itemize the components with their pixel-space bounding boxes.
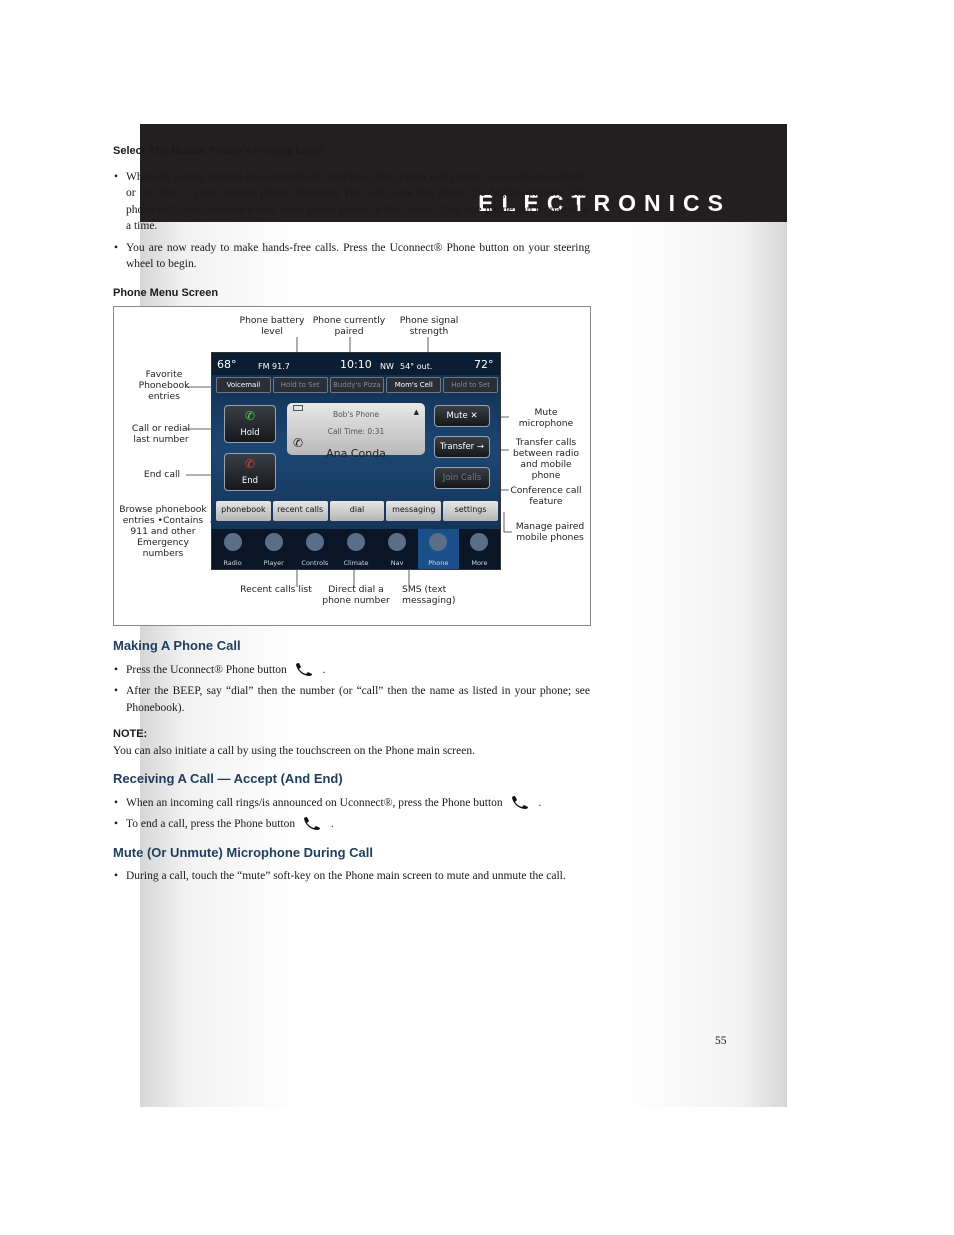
making-call-bullet-2: • After the BEEP, say “dial” then the number (or “call” then the name as listed in your phone; see Phonebook). [113,683,590,716]
callout-redial: Call or redial last number [131,423,191,445]
receiving-bullet-2-text: To end a call, press the Phone button [126,818,296,830]
callout-recent: Recent calls list [240,584,312,595]
nav-phone[interactable] [418,529,459,570]
player-icon [265,533,283,551]
tab-phonebook[interactable]: phonebook [216,501,271,521]
nav-more-label: More [471,559,488,567]
mute-mic-icon: ✕ [470,411,478,421]
receiving-heading: Receiving A Call — Accept (And End) [113,771,343,786]
tab-messaging[interactable]: messaging [386,501,441,521]
hold-label: Hold [240,427,260,438]
making-call-bullet-1-text: Press the Uconnect® Phone button [126,663,287,676]
callout-sms: SMS (text messaging) [402,584,456,606]
nav-player[interactable] [253,529,294,570]
priority-heading: Select The Mobile Phone’s Priority Level [113,145,325,157]
callout-direct: Direct dial a phone number [322,584,390,606]
nav-more[interactable] [459,529,500,570]
tab-settings[interactable]: settings [443,501,498,521]
main-content [113,143,590,890]
active-call-icon: ✆ [293,436,304,450]
note-label: NOTE: [113,728,148,740]
nav-controls-label: Controls [301,559,329,567]
receiving-bullet-1-text: When an incoming call rings/is announced on Uconnect®, press the Phone button [126,796,503,809]
mute-button[interactable] [434,405,490,427]
caller-name: Ana Conda [326,447,386,460]
transfer-icon: → [476,442,484,452]
favorite-voicemail[interactable]: Voicemail [216,377,271,393]
callout-transfer: Transfer calls between radio and mobile phone [512,437,580,481]
status-bar [212,353,500,375]
nav-radio[interactable] [212,529,253,570]
callout-end-call: End call [143,469,181,480]
call-status-card [287,403,425,460]
favorite-slot-5[interactable]: Hold to Set [443,377,498,393]
end-label: End [241,475,259,486]
call-time: Call Time: 0:31 [327,426,385,436]
join-calls-label: Join Calls [442,473,482,483]
phone-name: Bob's Phone [332,410,380,419]
callout-manage: Manage paired mobile phones [515,521,585,543]
receiving-bullet-1 [113,795,590,812]
mute-label: Mute [446,411,468,421]
compass-direction: NW [380,362,394,371]
callout-browse: Browse phonebook entries •Contains 911 and other Emergency numbers [119,504,207,559]
favorite-moms-cell[interactable]: Mom's Cell [386,377,441,393]
battery-icon [293,405,303,411]
signal-icon: ▲ [413,408,419,416]
nav-climate[interactable] [335,529,376,570]
callout-paired: Phone currently paired [312,315,386,337]
temp-right: 72° [474,358,494,371]
phone-icon [429,533,447,551]
tab-recent-calls[interactable]: recent calls [273,501,328,521]
call-icon: ✆ [244,409,256,423]
temp-left: 68° [217,358,237,371]
nav-nav-label: Nav [390,559,404,567]
phone-menu-figure [113,306,591,626]
nav-controls[interactable] [294,529,335,570]
outside-temp: 54° out. [400,362,433,371]
climate-icon [347,533,365,551]
nav-radio-label: Radio [223,559,242,567]
main-nav-row [212,529,500,570]
tab-dial[interactable]: dial [330,501,385,521]
callout-signal: Phone signal strength [399,315,459,337]
page-number: 55 [715,1035,727,1047]
nav-nav[interactable] [377,529,418,570]
nav-climate-label: Climate [343,559,369,567]
callout-conference: Conference call feature [510,485,582,507]
note-text: You can also initiate a call by using the touchscreen on the Phone main screen. [113,744,475,757]
transfer-button[interactable] [434,436,490,458]
phone-button-icon [294,662,316,676]
priority-bullet-1: • When the pairing process has successfully completed, the system will prompt you to choose whether or not this is your favorite phone. Selecting Yes will make this phone the highest priority. This phone will take precedence over other paired phones within range. Only one phone can be paired at a time. [113,169,590,235]
section-title: ELECTRONICS [478,190,731,216]
mute-heading: Mute (Or Unmute) Microphone During Call [113,844,373,860]
favorites-row [216,377,498,393]
uconnect-screen [211,352,501,570]
phone-button-icon [302,816,324,830]
favorite-slot-2[interactable]: Hold to Set [273,377,328,393]
plus-icon [470,533,488,551]
phone-menu-heading: Phone Menu Screen [113,286,219,299]
phone-button-icon [510,795,532,809]
navigation-icon [388,533,406,551]
nav-player-label: Player [263,559,284,567]
making-call-bullet-1 [113,662,590,679]
making-call-heading: Making A Phone Call [113,638,241,653]
making-call-bullet-1-end: . [322,663,326,676]
callout-battery: Phone battery level [239,315,305,337]
clock: 10:10 [340,358,372,371]
callout-mute: Mute microphone [518,407,574,429]
receiving-bullet-1-end: . [538,796,542,809]
controls-icon [306,533,324,551]
radio-station: FM 91.7 [258,362,290,371]
join-calls-button[interactable] [434,467,490,489]
transfer-label: Transfer [439,442,475,452]
hangup-icon: ✆ [244,457,256,471]
receiving-bullet-2-end: . [330,818,334,830]
phone-tab-row [216,501,498,521]
callout-favorite: Favorite Phonebook entries [138,369,190,402]
end-button[interactable] [224,453,276,491]
nav-phone-label: Phone [428,559,449,567]
radio-icon [224,533,242,551]
priority-bullet-2: • You are now ready to make hands-free calls. Press the Uconnect® Phone button on your steering wheel to begin. [113,240,590,273]
hold-button[interactable] [224,405,276,443]
mute-bullet-1: • During a call, touch the “mute” soft-key on the Phone main screen to mute and unmute the call. [113,868,590,885]
receiving-bullet-2 [113,816,590,833]
favorite-buddys-pizza[interactable]: Buddy's Pizza [330,377,385,393]
